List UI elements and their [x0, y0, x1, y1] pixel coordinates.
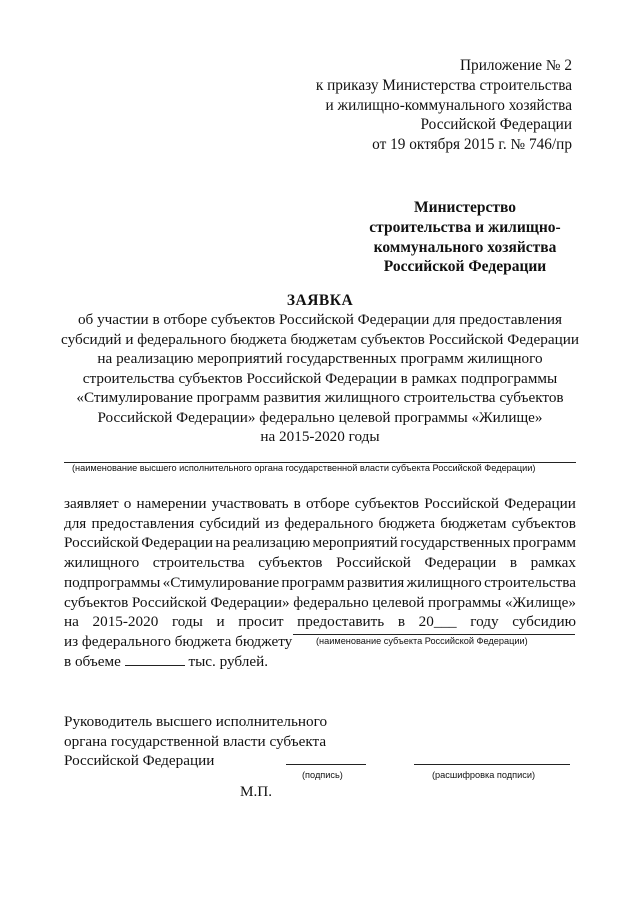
appendix-order-date: от 19 октября 2015 г. № 746/пр	[372, 136, 572, 154]
addressee-line: Российской Федерации	[383, 258, 547, 276]
authority-name-caption: (наименование высшего исполнительного органа государственной власти субъекта Российской Федерации)	[72, 463, 536, 473]
declaration-paragraph	[64, 494, 576, 652]
subject-name-line[interactable]	[293, 634, 575, 635]
addressee-line: коммунального хозяйства	[373, 238, 557, 256]
appendix-header	[212, 56, 572, 155]
subject-line: об участии в отборе субъектов Российской Федерации для предоставления	[77, 311, 563, 328]
addressee-block	[340, 198, 590, 277]
subject-line: «Стимулирование программ развития жилищного строительства субъектов	[76, 389, 564, 406]
addressee-line: строительства и жилищно-	[369, 218, 561, 236]
volume-suffix: тыс. рублей.	[188, 653, 269, 670]
subject-line: субсидий и федерального бюджета бюджетам субъектов Российской Федерации	[61, 330, 579, 348]
volume-prefix: в объеме	[64, 653, 121, 670]
document-title: ЗАЯВКА	[286, 292, 354, 309]
body-row: для предоставления субсидий из федерального бюджета бюджетам субъектов	[64, 514, 576, 532]
signature-decode-caption: (расшифровка подписи)	[432, 770, 536, 780]
appendix-order-ref: к приказу Министерства строительства	[315, 76, 572, 94]
subject-line: на реализацию мероприятий государственных программ жилищного	[97, 350, 543, 367]
body-row: Российской Федерации на реализацию мероприятий государственных программ	[64, 534, 576, 552]
body-row: жилищного строительства субъектов Российской Федерации в рамках	[64, 554, 576, 572]
year-field[interactable]: 20___	[418, 613, 457, 631]
volume-row	[64, 651, 268, 671]
addressee-line: Министерство	[414, 199, 516, 216]
signer-line: Руководитель высшего исполнительного	[64, 713, 328, 730]
body-row: подпрограммы «Стимулирование программ развития жилищного строительства	[64, 573, 576, 591]
body-row: субъектов Российской Федерации» федерально целевой программы «Жилище»	[64, 593, 576, 611]
subject-line: Российской Федерации» федерально целевой программы «Жилище»	[97, 408, 543, 426]
body-row: из федерального бюджета бюджету	[64, 632, 293, 650]
body-row: на 2015-2020 годы и просит предоставить в 20___ году субсидию	[64, 613, 576, 631]
subject-line: на 2015-2020 годы	[260, 428, 380, 445]
seal-placeholder: М.П.	[240, 783, 273, 800]
document-subject	[60, 310, 580, 447]
signer-line: Российской Федерации	[64, 752, 215, 770]
appendix-ministry-cont: и жилищно-коммунального хозяйства	[325, 96, 572, 114]
signer-line: органа государственной власти субъекта	[64, 732, 327, 750]
appendix-federation: Российской Федерации	[420, 116, 572, 134]
signature-decode-line[interactable]	[414, 764, 570, 765]
body-row: заявляет о намерении участвовать в отборе субъектов Российской Федерации	[64, 495, 576, 512]
subject-name-caption: (наименование субъекта Российской Федерации)	[316, 636, 528, 646]
appendix-number: Приложение № 2	[460, 57, 572, 74]
volume-amount-field[interactable]	[125, 651, 185, 666]
signature-caption: (подпись)	[302, 770, 343, 780]
subject-line: строительства субъектов Российской Федерации в рамках подпрограммы	[82, 369, 558, 387]
signer-block	[64, 712, 364, 771]
signature-line[interactable]	[286, 764, 366, 765]
